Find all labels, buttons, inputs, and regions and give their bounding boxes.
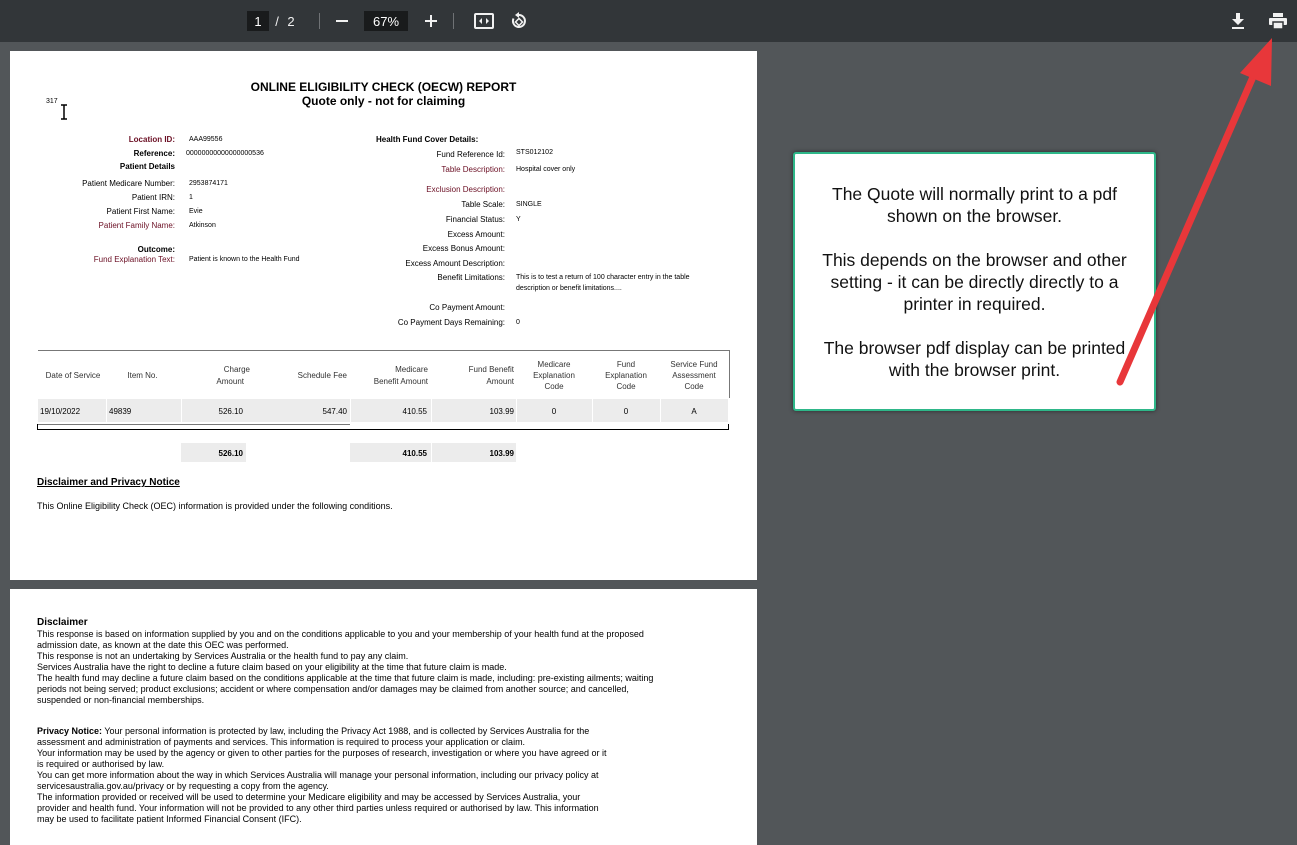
report-subtitle: Quote only - not for claiming xyxy=(301,94,466,108)
excess-description-label: Excess Amount Description: xyxy=(405,259,505,268)
first-name-label: Patient First Name: xyxy=(106,207,175,216)
irn-label: Patient IRN: xyxy=(131,193,175,202)
co-payment-days-label: Co Payment Days Remaining: xyxy=(397,318,505,327)
header-medicare-line1: Medicare xyxy=(395,365,428,374)
disclaimer-heading: Disclaimer xyxy=(37,617,88,628)
callout-line: with the browser print. xyxy=(888,360,1061,380)
table-scale-label: Table Scale: xyxy=(461,200,505,209)
report-title: ONLINE ELIGIBILITY CHECK (OECW) REPORT xyxy=(250,80,517,94)
disclaimer-privacy-heading: Disclaimer and Privacy Notice xyxy=(37,477,180,488)
cell-charge: 526.10 xyxy=(218,407,243,416)
header-sfa-line1: Service Fund xyxy=(670,360,718,369)
outcome-label: Outcome: xyxy=(137,245,175,254)
financial-status-label: Financial Status: xyxy=(445,215,505,224)
cell-sfa: A xyxy=(691,407,697,416)
disclaimer-line: admission date, as known at the date this OEC was performed. xyxy=(37,640,289,650)
benefit-limitations-label: Benefit Limitations: xyxy=(437,273,505,282)
irn-value: 1 xyxy=(189,194,193,201)
excess-amount-label: Excess Amount: xyxy=(447,230,505,239)
disclaimer-line: The health fund may decline a future claim based on the conditions applicable at the time that future claim is made, including: pre-existing ailments; waiting xyxy=(37,673,654,683)
privacy-line: You can get more information about the way in which Services Australia will manage your personal information, including our privacy policy at xyxy=(37,770,599,780)
medicare-number-label: Patient Medicare Number: xyxy=(82,179,175,188)
header-item-no: Item No. xyxy=(127,371,158,380)
disclaimer-line: This response is based on information supplied by you and on the conditions applicable to you and your membership of your health fund at the proposed xyxy=(37,629,644,639)
zoom-level-input[interactable]: 67% xyxy=(364,11,408,31)
cell-medicare: 410.55 xyxy=(402,407,427,416)
header-fund-line2: Amount xyxy=(486,377,514,386)
header-fec-line1: Fund xyxy=(616,360,636,369)
disclaimer-line: This response is not an undertaking by Services Australia or the health fund to pay any claim. xyxy=(37,651,409,661)
disclaimer-line: periods not being served; product exclusions; accident or where compensation and/or damages may be claimed from another source; and cancelled, xyxy=(37,684,629,694)
table-description-value: Hospital cover only xyxy=(516,166,576,173)
total-fund: 103.99 xyxy=(489,449,514,458)
excess-bonus-label: Excess Bonus Amount: xyxy=(422,244,505,253)
table-scale-value: SINGLE xyxy=(516,201,542,208)
privacy-label: Privacy Notice: xyxy=(37,726,103,736)
privacy-line: Your information may be used by the agency or given to other parties for the purposes of research, investigation or where you have agreed or it xyxy=(37,748,607,758)
co-payment-label: Co Payment Amount: xyxy=(429,303,505,312)
financial-status-value: Y xyxy=(516,216,521,223)
patient-details-heading: Patient Details xyxy=(119,162,175,171)
privacy-line: servicesaustralia.gov.au/privacy or by requesting a copy from the agency. xyxy=(37,781,329,791)
header-mec-line3: Code xyxy=(544,382,564,391)
reference-value: 00000000000000000536 xyxy=(186,150,264,157)
family-name-label: Patient Family Name: xyxy=(98,221,175,230)
disclaimer-line: suspended or non-financial memberships. xyxy=(37,695,205,705)
privacy-text: Your personal information is protected by law, including the Privacy Act 1988, and is collected by Services Australia for the xyxy=(102,726,590,736)
privacy-line: provider and health fund. Your information will not be provided to any other third parties unless required or authorised by law. This information xyxy=(37,803,599,813)
total-charge: 526.10 xyxy=(218,449,243,458)
page-corner-number: 317 xyxy=(46,98,58,105)
privacy-line: The information provided or received will be used to determine your Medicare eligibility and may be accessed by Services Australia, your xyxy=(37,792,581,802)
first-name-value: Evie xyxy=(189,208,203,215)
medicare-number-value: 2953874171 xyxy=(189,180,228,187)
header-fec-line2: Explanation xyxy=(605,371,647,380)
header-charge-line2: Amount xyxy=(216,377,244,386)
location-id-value: AAA99556 xyxy=(189,136,223,143)
privacy-line: may be used to facilitate patient Informed Financial Consent (IFC). xyxy=(37,814,302,824)
callout-line: This depends on the browser and other xyxy=(822,250,1127,270)
callout-line: shown on the browser. xyxy=(886,206,1063,226)
header-charge-line1: Charge xyxy=(223,365,250,374)
header-mec-line1: Medicare xyxy=(537,360,571,369)
header-medicare-line2: Benefit Amount xyxy=(373,377,428,386)
header-sfa-line2: Assessment xyxy=(672,371,716,380)
location-id-label: Location ID: xyxy=(128,135,175,144)
cell-date: 19/10/2022 xyxy=(40,407,81,416)
fund-reference-value: STS012102 xyxy=(516,149,553,156)
fund-reference-label: Fund Reference Id: xyxy=(436,150,505,159)
header-fec-line3: Code xyxy=(616,382,636,391)
page-number-input[interactable]: 1 xyxy=(247,11,269,31)
callout-line: The browser pdf display can be printed xyxy=(823,338,1126,358)
co-payment-days-value: 0 xyxy=(516,319,520,326)
privacy-line: assessment and administration of payments and services. This information is required to process your application or claim. xyxy=(37,737,526,747)
cell-fec: 0 xyxy=(623,407,629,416)
disclaimer-intro: This Online Eligibility Check (OEC) information is provided under the following conditions. xyxy=(37,501,393,511)
benefit-limitations-value-1: This is to test a return of 100 character entry in the table xyxy=(516,274,690,281)
callout-line: setting - it can be directly directly to a xyxy=(830,272,1119,292)
fund-explanation-value: Patient is known to the Health Fund xyxy=(189,256,300,263)
family-name-value: Atkinson xyxy=(189,222,216,229)
fund-explanation-label: Fund Explanation Text: xyxy=(93,255,175,264)
total-medicare: 410.55 xyxy=(402,449,427,458)
header-fund-line1: Fund Benefit xyxy=(468,365,514,374)
header-sfa-line3: Code xyxy=(684,382,704,391)
cell-mec: 0 xyxy=(551,407,557,416)
callout-line: The Quote will normally print to a pdf xyxy=(832,184,1117,204)
callout-line: printer in required. xyxy=(903,294,1046,314)
page-total: 2 xyxy=(287,13,295,29)
header-schedule-fee: Schedule Fee xyxy=(297,371,347,380)
disclaimer-line: Services Australia have the right to decline a future claim based on your eligibility at the time that future claim is made. xyxy=(37,662,507,672)
cell-item: 49839 xyxy=(109,407,132,416)
header-mec-line2: Explanation xyxy=(533,371,575,380)
exclusion-description-label: Exclusion Description: xyxy=(426,185,505,194)
cell-fund: 103.99 xyxy=(489,407,514,416)
page-separator: / xyxy=(275,13,279,29)
privacy-line: is required or authorised by law. xyxy=(37,759,165,769)
cell-schedule: 547.40 xyxy=(322,407,347,416)
benefit-limitations-value-2: description or benefit limitations.... xyxy=(516,285,622,292)
health-fund-cover-heading: Health Fund Cover Details: xyxy=(376,135,479,144)
header-date-of-service: Date of Service xyxy=(45,371,101,380)
reference-label: Reference: xyxy=(133,149,175,158)
table-description-label: Table Description: xyxy=(441,165,505,174)
